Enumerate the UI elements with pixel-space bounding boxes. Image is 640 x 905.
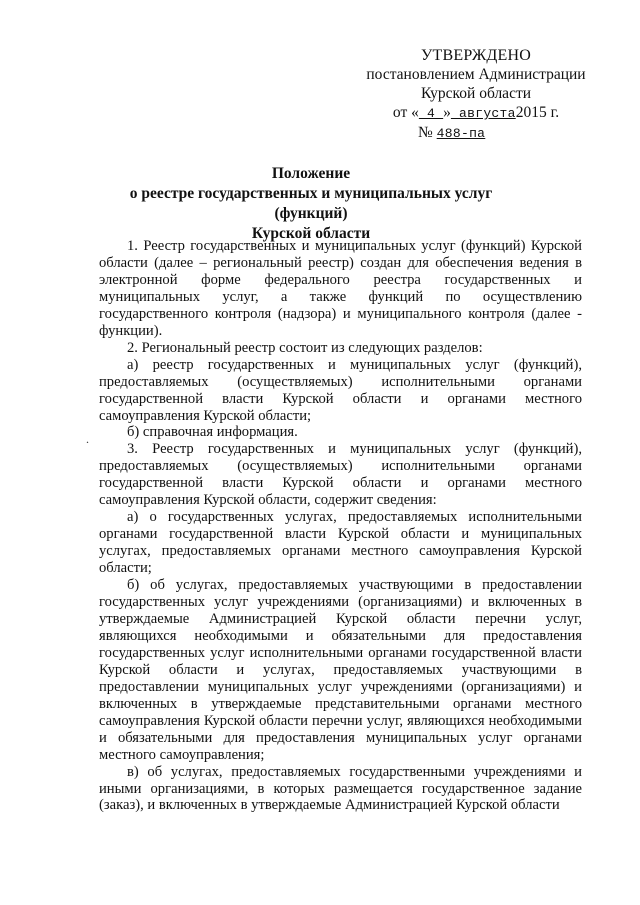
paragraph-3c: в) об услугах, предоставляемых государственными учреждениями и иными организациями, в которых размещается государственное задание (заказ), и включенных в утверждаемые Администрацией Курской области [99, 763, 582, 814]
approval-number-line [414, 123, 590, 143]
paragraph-2a: а) реестр государственных и муниципальных услуг (функций), предоставляемых (осуществляемых) исполнительными органами государственной власти Курской области и органами местного самоуправления Курской области; [99, 356, 582, 424]
approval-date-line [362, 103, 590, 123]
approval-title: УТВЕРЖДЕНО [420, 47, 531, 64]
approval-stamp-block [362, 46, 590, 143]
paragraph-3: 3. Реестр государственных и муниципальных услуг (функций), предоставляемых (осуществляемых) исполнительными органами государственной власти Курской области и органами местного самоуправления Курской области, содержит сведения: [99, 441, 582, 509]
date-mid: » [443, 104, 451, 121]
heading-line-3: Курской области [251, 225, 371, 242]
date-month: августа [450, 106, 516, 121]
date-day: 4 [418, 106, 444, 121]
paragraph-2: 2. Региональный реестр состоит из следующих разделов: [127, 339, 483, 356]
approval-line-decree: постановлением Администрации [366, 66, 586, 83]
paragraph-1: 1. Реестр государственных и муниципальных услуг (функций) Курской области (далее – региональный реестр) создан для обеспечения ведения в электронной форме федерального реестра государственных и муниципальных услуг, а также функций по осуществлению государственного контроля (надзора) и муниципального контроля (далее - функции). [99, 238, 582, 339]
document-body [99, 238, 582, 814]
paragraph-2b: б) справочная информация. [127, 424, 298, 441]
date-prefix: от « [392, 104, 419, 121]
paragraph-3b: б) об услугах, предоставляемых участвующими в предоставлении государственных услуг учреждениями (организациями) и включенных в утверждаемые Администрацией Курской области перечни услуг, являющихся необходимыми и обязательными для предоставления государственных услуг исполнительными органами государственной власти Курской области и услугах, предоставляемых участвующими в предоставлении муниципальных услуг учреждениями (организациями) и включенных в утверждаемые представительными органами местного самоуправления Курской области перечни услуг, являющихся необходимыми и обязательными для предоставления муниципальных услуг органами местного самоуправления; [99, 577, 582, 763]
margin-dot: . [86, 432, 89, 446]
approval-line-region: Курской области [420, 85, 532, 102]
heading-line-2: о реестре государственных и муниципальных услуг (функций) [129, 185, 493, 222]
document-heading [96, 164, 526, 244]
heading-line-1: Положение [271, 165, 351, 182]
date-year: 2015 г. [515, 104, 560, 121]
number-value: 488-па [436, 126, 486, 141]
paragraph-3a: а) о государственных услугах, предоставляемых исполнительными органами государственной власти Курской области и муниципальных услугах, предоставляемых органами местного самоуправления Курской области; [99, 509, 582, 577]
number-prefix: № [418, 124, 433, 141]
